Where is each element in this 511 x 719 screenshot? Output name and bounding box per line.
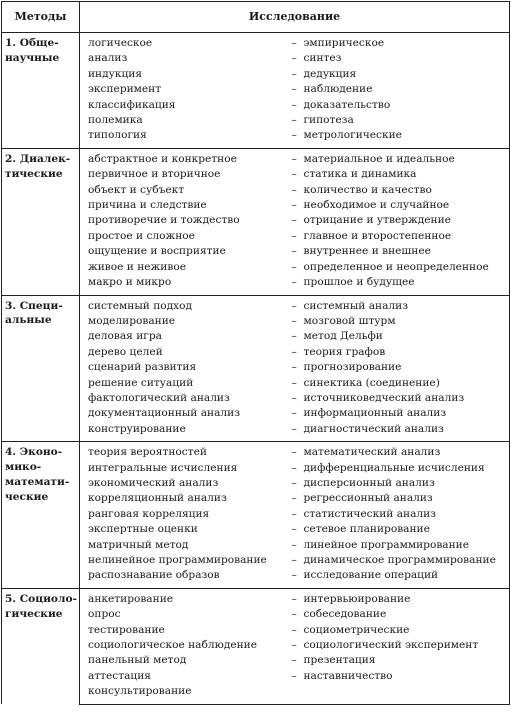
dash-separator: – [291,276,297,289]
research-right-item: эмпирическое [303,37,385,49]
table-row [2,148,510,167]
research-right-item: диагностический анализ [303,422,444,435]
research-right-cell [286,461,510,476]
research-right-item: доказательство [303,98,391,111]
research-right-cell [286,148,510,167]
table-row [2,33,510,52]
dash-separator: – [291,623,297,636]
research-right-item: дедукция [303,67,357,80]
research-left-item: экспертные оценки [80,522,286,537]
research-left-item: системный подход [80,295,286,314]
research-left-item: противоречие и тождество [80,213,286,228]
research-left-item: распознавание образов [80,568,286,588]
method-category-line: тические [5,167,63,180]
research-left-item: фактологический анализ [80,391,286,406]
research-right-item: социологический эксперимент [303,639,479,652]
research-left-item: ощущение и восприятие [80,244,286,259]
research-right-item: системный анализ [303,299,408,312]
research-left-item: консультирование [80,684,286,704]
research-right-cell [286,391,510,406]
research-right-cell [286,422,510,442]
research-right-item: количество и качество [303,183,432,196]
research-right-cell [286,167,510,182]
method-category-line: математи- [5,475,70,488]
research-right-cell [286,98,510,113]
research-left-item: документационный анализ [80,406,286,421]
research-left-item: матричный метод [80,538,286,553]
research-right-cell [286,684,510,704]
methods-table [1,1,510,705]
research-left-item: макро и микро [80,275,286,295]
dash-separator: – [291,376,297,389]
research-left-item: дерево целей [80,345,286,360]
research-left-item: корреляционный анализ [80,491,286,506]
dash-separator: – [291,229,297,242]
dash-separator: – [291,345,297,358]
dash-separator: – [291,129,297,142]
research-right-item: динамическое программирование [303,554,496,566]
research-right-cell [286,553,510,568]
research-left-item: классификация [80,98,286,113]
method-category-line: ческие [5,490,49,503]
research-right-cell [286,198,510,213]
research-right-item: источниковедческий анализ [303,391,465,404]
research-right-item: дифференциальные исчисления [303,461,485,474]
dash-separator: – [291,37,297,49]
research-left-item: деловая игра [80,329,286,344]
research-left-item: анализ [80,51,286,66]
research-right-item: регрессионный анализ [303,492,433,505]
method-category-line: 1. Обще- [5,37,59,49]
research-right-item: гипотеза [303,114,354,127]
research-left-item: тестирование [80,623,286,638]
research-right-item: отрицание и утверждение [303,214,451,227]
research-right-item: интервьюирование [303,592,411,605]
table-row [2,442,510,461]
dash-separator: – [291,538,297,551]
research-right-cell [286,507,510,522]
research-right-item: статика и динамика [303,168,417,181]
header-methods: Методы [2,2,80,33]
dash-separator: – [291,168,297,181]
research-left-item: абстрактное и конкретное [80,148,286,167]
research-left-item: конструирование [80,422,286,442]
dash-separator: – [291,114,297,127]
research-right-item: дисперсионный анализ [303,476,435,489]
dash-separator: – [291,422,297,435]
research-right-cell [286,623,510,638]
research-left-item: интегральные исчисления [80,461,286,476]
research-right-item: статистический анализ [303,507,436,520]
research-left-item: эксперимент [80,82,286,97]
research-right-item: наставничество [303,669,393,682]
dash-separator: – [291,245,297,258]
dash-separator: – [291,361,297,374]
dash-separator: – [291,52,297,65]
research-left-item: простое и сложное [80,229,286,244]
research-left-item: полемика [80,113,286,128]
research-right-item: исследование операций [303,569,439,582]
research-right-item: главное и второстепенное [303,229,452,242]
research-left-item: панельный метод [80,653,286,668]
research-right-item: социометрические [303,623,410,636]
research-right-item: информационный анализ [303,407,447,420]
dash-separator: – [291,152,297,165]
method-category-line: научные [5,51,60,64]
research-left-item: аттестация [80,669,286,684]
research-left-item: первичное и вторичное [80,167,286,182]
research-left-item: сценарий развития [80,360,286,375]
dash-separator: – [291,299,297,312]
research-right-cell [286,638,510,653]
dash-separator: – [291,330,297,343]
method-category-line: 4. Эконо- [5,446,63,459]
research-left-item: анкетирование [80,588,286,607]
research-right-cell [286,295,510,314]
method-category-line: мико- [5,460,42,473]
research-right-cell [286,653,510,668]
dash-separator: – [291,639,297,652]
method-category [2,295,80,442]
research-right-cell [286,538,510,553]
research-right-item: метод Дельфи [303,330,383,343]
research-left-item: живое и неживое [80,260,286,275]
table-row [2,588,510,607]
research-right-cell [286,314,510,329]
research-right-item: сетевое планирование [303,523,430,536]
dash-separator: – [291,407,297,420]
research-left-item: индукция [80,67,286,82]
research-right-cell [286,113,510,128]
research-left-item: объект и субъект [80,183,286,198]
dash-separator: – [291,391,297,404]
research-right-cell [286,329,510,344]
header-research: Исследование [80,2,510,33]
dash-separator: – [291,314,297,327]
research-right-cell [286,260,510,275]
research-right-cell [286,491,510,506]
research-left-item: моделирование [80,314,286,329]
dash-separator: – [291,569,297,582]
method-category [2,442,80,589]
research-left-item: логическое [80,33,286,52]
method-category-line: 3. Специ- [5,299,63,312]
research-right-cell [286,213,510,228]
research-left-item: решение ситуаций [80,376,286,391]
dash-separator: – [291,476,297,489]
dash-separator: – [291,523,297,536]
research-right-cell [286,67,510,82]
dash-separator: – [291,67,297,80]
dash-separator: – [291,83,297,96]
method-category-line: гические [5,607,63,620]
research-right-item: прогнозирование [303,361,402,374]
research-left-item: теория вероятностей [80,442,286,461]
research-right-item: теория графов [303,345,386,358]
research-right-item: синтез [303,52,342,65]
table-header-row [2,2,510,33]
research-right-cell [286,128,510,148]
research-right-cell [286,244,510,259]
research-right-cell [286,376,510,391]
dash-separator: – [291,592,297,605]
research-right-cell [286,669,510,684]
dash-separator: – [291,507,297,520]
dash-separator: – [291,461,297,474]
dash-separator: – [291,260,297,273]
dash-separator: – [291,554,297,566]
research-right-cell [286,82,510,97]
research-right-cell [286,406,510,421]
research-right-cell [286,275,510,295]
research-right-cell [286,360,510,375]
research-right-item: презентация [303,654,376,667]
research-right-item: линейное программирование [303,538,469,551]
dash-separator: – [291,446,297,459]
research-right-cell [286,33,510,52]
research-right-item: наблюдение [303,83,373,96]
research-right-cell [286,442,510,461]
research-left-item: опрос [80,607,286,622]
research-right-cell [286,568,510,588]
research-right-cell [286,522,510,537]
research-left-item: экономический анализ [80,476,286,491]
dash-separator: – [291,654,297,667]
dash-separator: – [291,492,297,505]
research-right-cell [286,51,510,66]
research-right-cell [286,183,510,198]
research-right-item: внутреннее и внешнее [303,245,431,258]
research-right-cell [286,345,510,360]
method-category-line: альные [5,314,52,327]
dash-separator: – [291,183,297,196]
method-category-line: 5. Социоло- [5,592,77,605]
dash-separator: – [291,214,297,227]
dash-separator: – [291,608,297,621]
research-right-item: синектика (соединение) [303,376,440,389]
research-right-item: определенное и неопределенное [303,260,489,273]
research-right-item: материальное и идеальное [303,152,455,165]
research-right-item: прошлое и будущее [303,276,415,289]
dash-separator: – [291,199,297,212]
research-right-item: необходимое и случайное [303,199,450,212]
research-right-item: собеседование [303,608,387,621]
research-right-item: математический анализ [303,446,441,459]
method-category [2,148,80,295]
research-right-item: метрологические [303,129,402,142]
research-left-item: ранговая корреляция [80,507,286,522]
research-right-cell [286,476,510,491]
table-body [2,33,510,705]
research-right-cell [286,588,510,607]
method-category [2,33,80,149]
research-right-cell [286,607,510,622]
table-row [2,295,510,314]
research-right-item: мозговой штурм [303,314,396,327]
research-left-item: причина и следствие [80,198,286,213]
dash-separator: – [291,98,297,111]
research-left-item: нелинейное программирование [80,553,286,568]
method-category [2,588,80,704]
research-left-item: типология [80,128,286,148]
dash-separator: – [291,669,297,682]
research-left-item: социологическое наблюдение [80,638,286,653]
research-right-cell [286,229,510,244]
method-category-line: 2. Диалек- [5,152,71,165]
